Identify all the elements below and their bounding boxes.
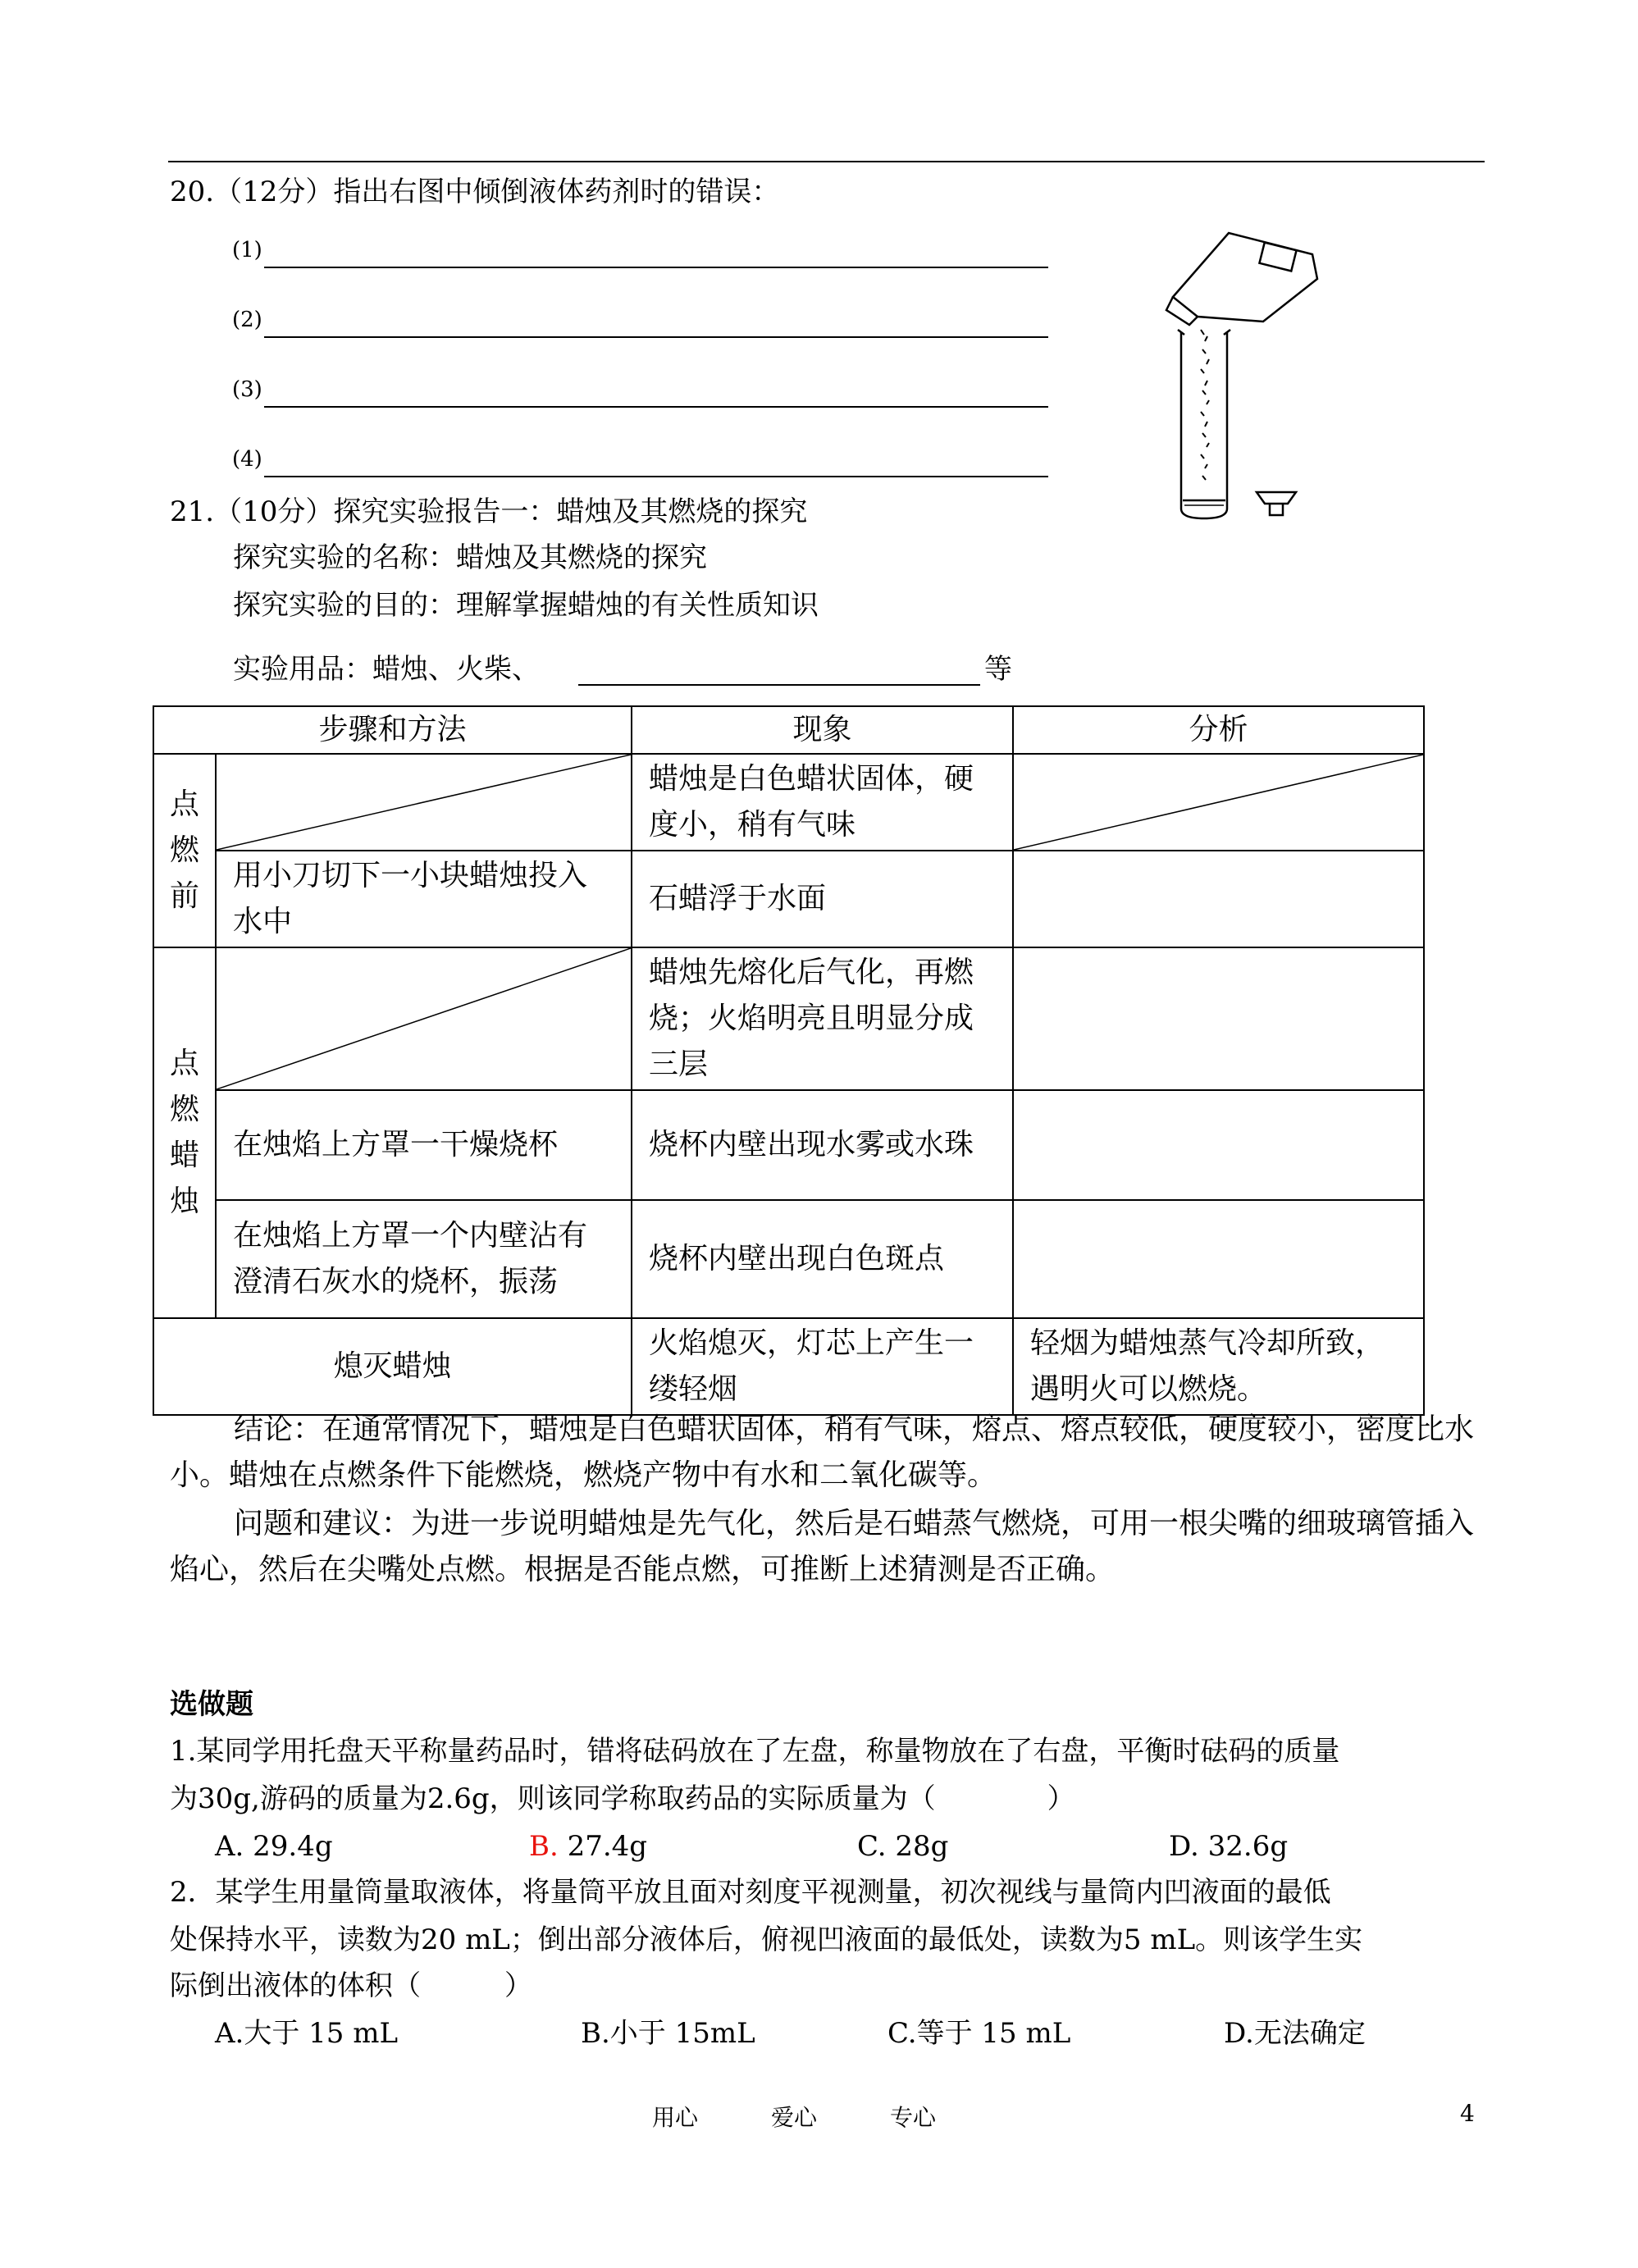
phenomenon-cell: 蜡烛先熔化后气化，再燃烧；火焰明亮且明显分成三层 [632,947,1013,1090]
header-method: 步骤和方法 [153,706,632,754]
q21-purpose-line: 探究实验的目的：理解掌握蜡烛的有关性质知识 [233,589,819,622]
q20-blank-line-4[interactable] [264,476,1048,477]
experiment-table [153,705,1425,1416]
q20-blank-line-1[interactable] [264,267,1048,268]
optional-q1-option-b [529,1830,647,1863]
group-label-lighting-candle: 点燃蜡烛 [153,947,216,1318]
method-cell: 在烛焰上方罩一干燥烧杯 [216,1090,632,1200]
header-analysis: 分析 [1013,706,1424,754]
table-row [153,1200,1424,1318]
q20-blank-label-4: (4) [232,447,262,472]
optional-q2-line2: 处保持水平，读数为20 mL；倒出部分液体后，俯视凹液面的最低处，读数为5 mL。则该学生实 [170,1923,1363,1956]
q20-blank-label-1: (1) [232,238,262,262]
q21-materials-suffix: 等 [984,653,1012,686]
method-cell: 在烛焰上方罩一个内壁沾有澄清石灰水的烧杯，振荡 [216,1200,632,1318]
optional-q1-option-b-letter: B. [529,1830,559,1863]
phenomenon-cell: 火焰熄灭，灯芯上产生一缕轻烟 [632,1318,1013,1415]
phenomenon-cell: 蜡烛是白色蜡状固体，硬度小，稍有气味 [632,754,1013,851]
method-cell-diagonal [216,754,632,851]
optional-q2-line3: 际倒出液体的体积（ ） [170,1969,532,2002]
footer-item-2: 爱心 [771,2104,818,2131]
optional-q1-line1: 1.某同学用托盘天平称量药品时，错将砝码放在了左盘，称量物放在了右盘，平衡时砝码的质量 [170,1735,1340,1768]
analysis-cell[interactable] [1013,851,1424,947]
footer-item-3: 专心 [890,2104,937,2131]
optional-q2-line1: 2．某学生用量筒量取液体，将量筒平放且面对刻度平视测量，初次视线与量筒内凹液面的最低 [170,1876,1331,1909]
q21-name-line: 探究实验的名称：蜡烛及其燃烧的探究 [233,541,707,574]
q20-blank-label-3: (3) [232,377,262,402]
optional-q2-option-c: C.等于 15 mL [887,2017,1071,2050]
analysis-cell[interactable] [1013,947,1424,1090]
table-row [153,851,1424,947]
method-cell: 熄灭蜡烛 [153,1318,632,1415]
table-row [153,1318,1424,1415]
table-row [153,947,1424,1090]
phenomenon-cell: 烧杯内壁出现白色斑点 [632,1200,1013,1318]
suggestion-paragraph: 问题和建议：为进一步说明蜡烛是先气化，然后是石蜡蒸气燃烧，可用一根尖嘴的细玻璃管插入焰心，然后在尖嘴处点燃。根据是否能点燃，可推断上述猜测是否正确。 [170,1507,1475,1586]
group-label-before-lighting: 点燃前 [153,754,216,947]
header-phenomenon: 现象 [632,706,1013,754]
pouring-liquid-figure [1165,221,1345,533]
reagent-bottle-icon [1166,233,1317,325]
method-cell-diagonal [216,947,632,1090]
q20-blank-label-2: (2) [232,308,262,332]
q20-blank-line-3[interactable] [264,406,1048,408]
table-row [153,754,1424,851]
footer-item-1: 用心 [652,2104,699,2131]
optional-q2-option-a: A.大于 15 mL [215,2017,399,2050]
optional-q2-option-d: D.无法确定 [1224,2017,1366,2050]
phenomenon-cell: 石蜡浮于水面 [632,851,1013,947]
optional-q1-line2: 为30g,游码的质量为2.6g，则该同学称取药品的实际质量为（ ） [170,1782,1075,1815]
table-row [153,1090,1424,1200]
optional-q1-option-b-value: 27.4g [558,1830,648,1863]
q20-title: 20.（12分）指出右图中倾倒液体药剂时的错误： [170,176,780,208]
table-header-row [153,706,1424,754]
q21-title: 21.（10分）探究实验报告一：蜡烛及其燃烧的探究 [170,495,808,528]
header-rule [168,161,1485,162]
analysis-cell: 轻烟为蜡烛蒸气冷却所致，遇明火可以燃烧。 [1013,1318,1424,1415]
method-cell: 用小刀切下一小块蜡烛投入水中 [216,851,632,947]
analysis-cell[interactable] [1013,1200,1424,1318]
stopper-icon [1257,492,1296,515]
optional-q1-option-c: C. 28g [857,1830,949,1863]
q21-materials-prefix: 实验用品：蜡烛、火柴、 [233,653,540,686]
test-tube-icon [1178,330,1230,518]
analysis-cell-diagonal [1013,754,1424,851]
optional-q1-option-a: A. 29.4g [215,1830,333,1863]
conclusion-paragraph: 结论：在通常情况下，蜡烛是白色蜡状固体，稍有气味，熔点、熔点较低，硬度较小，密度比水小。蜡烛在点燃条件下能燃烧，燃烧产物中有水和二氧化碳等。 [170,1412,1475,1492]
optional-q2-option-b: B.小于 15mL [581,2017,755,2050]
optional-heading: 选做题 [170,1688,253,1721]
phenomenon-cell: 烧杯内壁出现水雾或水珠 [632,1090,1013,1200]
optional-q1-option-d: D. 32.6g [1169,1830,1289,1863]
q20-blank-line-2[interactable] [264,336,1048,338]
falling-liquid-icon [1201,330,1209,480]
analysis-cell[interactable] [1013,1090,1424,1200]
page-number: 4 [1460,2100,1475,2127]
q21-materials-blank[interactable] [578,684,980,686]
